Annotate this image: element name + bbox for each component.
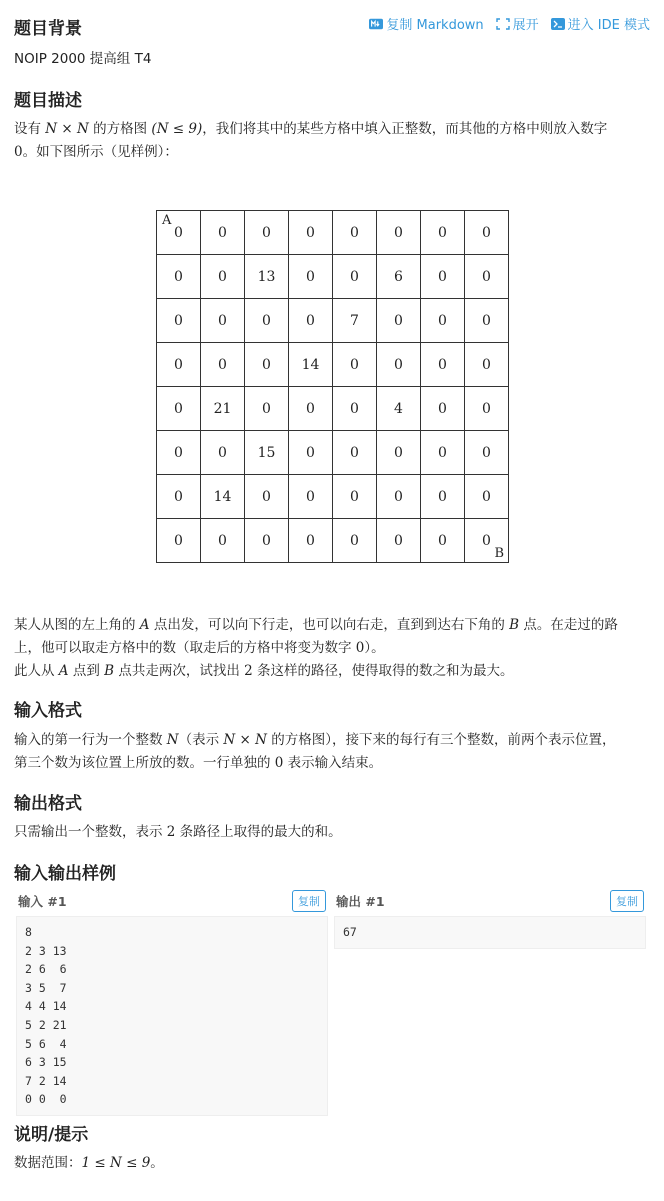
grid-cell-value: 0 [394, 356, 403, 373]
grid-row [157, 255, 509, 299]
text-span: 某人从图的左上角的 [14, 617, 140, 633]
grid-cell [333, 343, 377, 387]
grid-cell-value: 0 [174, 312, 183, 329]
grid-row [157, 431, 509, 475]
text-span: 。 [150, 1155, 164, 1171]
grid-cell-value: 0 [306, 532, 315, 549]
grid-cell-value: 0 [174, 268, 183, 285]
grid-cell-value: 0 [482, 356, 491, 373]
text-span: 。如下图所示（见样例）： [22, 144, 178, 160]
grid-cell-value: 6 [394, 268, 403, 285]
grid-cell-value: 0 [218, 444, 227, 461]
grid-cell-value: 13 [257, 268, 276, 285]
grid-cell [377, 519, 421, 563]
expand-label: 展开 [512, 18, 539, 33]
grid-cell-value: 0 [394, 444, 403, 461]
math-range: 1 ≤ N ≤ 9 [81, 1155, 151, 1171]
grid-cell [377, 475, 421, 519]
grid-cell [157, 431, 201, 475]
grid-cell [333, 211, 377, 255]
text-span: 上，他可以取走方格中的数（取走后的方格中将变为数字 [14, 640, 356, 656]
grid-row [157, 387, 509, 431]
grid-cell-value: 0 [438, 312, 447, 329]
sample-input-box [16, 890, 328, 1116]
math-a: A [58, 663, 69, 679]
math-zero: 0 [14, 144, 23, 160]
grid-row [157, 343, 509, 387]
math-b: B [104, 663, 115, 679]
grid-cell-value: 0 [394, 532, 403, 549]
grid-cell-value: 0 [438, 356, 447, 373]
grid-cell [421, 431, 465, 475]
grid-cell-value: 0 [438, 224, 447, 241]
grid-cell [465, 343, 509, 387]
grid-cell-value: 0 [306, 312, 315, 329]
grid-cell-value: 14 [213, 488, 232, 505]
math-a: A [139, 617, 150, 633]
sample-input-code: 8 2 3 13 2 6 6 3 5 7 4 4 14 5 2 21 5 6 4 6 3 15 7 2 14 0 0 0 [16, 916, 328, 1116]
expand-button[interactable] [496, 14, 539, 33]
grid-cell [245, 475, 289, 519]
copy-input-button[interactable]: 复制 [292, 890, 326, 912]
grid-cell [377, 299, 421, 343]
grid-cell-value: 0 [262, 488, 271, 505]
grid-cell-value: 0 [306, 488, 315, 505]
grid-cell [289, 299, 333, 343]
sample-output-code: 67 [334, 916, 646, 949]
grid-cell-value: 0 [218, 356, 227, 373]
sample-output-box [334, 890, 646, 949]
grid-cell [201, 255, 245, 299]
terminal-icon [551, 18, 565, 30]
background-text: NOIP 2000 提高组 T4 [14, 51, 152, 67]
text-span: 此人从 [14, 663, 59, 679]
grid-cell [333, 387, 377, 431]
grid-cell-value: 21 [213, 400, 232, 417]
text-span: ）。 [364, 640, 385, 656]
text-span: 条路径上取得的最大的和。 [175, 824, 342, 840]
grid-cell [245, 211, 289, 255]
grid-row [157, 519, 509, 563]
grid-cell [377, 211, 421, 255]
grid-cell [465, 255, 509, 299]
grid-cell-value: 0 [482, 224, 491, 241]
grid-cell [289, 387, 333, 431]
grid-row [157, 475, 509, 519]
grid-cell [245, 431, 289, 475]
math-n: N [166, 732, 179, 748]
math-two: 2 [244, 663, 253, 679]
description-heading: 题目描述 [14, 91, 82, 111]
corner-b-label: B [494, 546, 504, 561]
grid-cell [157, 299, 201, 343]
description-paragraph [14, 118, 650, 164]
grid-cell [421, 299, 465, 343]
grid-cell [421, 475, 465, 519]
grid-cell-value: 0 [482, 444, 491, 461]
grid-cell-value: 0 [218, 312, 227, 329]
grid-cell [201, 387, 245, 431]
grid-cell [289, 431, 333, 475]
grid-cell [201, 519, 245, 563]
grid-cell [201, 343, 245, 387]
output-format-text [14, 821, 650, 844]
math-n-le-9: (N ≤ 9) [151, 121, 203, 137]
hint-text [14, 1152, 650, 1175]
corner-a-label: A [162, 213, 172, 228]
samples-heading: 输入输出样例 [14, 864, 116, 884]
grid-cell-value: 0 [350, 532, 359, 549]
grid-cell-value: 0 [262, 532, 271, 549]
ide-mode-button[interactable] [551, 14, 650, 33]
grid-cell [377, 431, 421, 475]
math-zero: 0 [355, 640, 365, 656]
grid-row [157, 211, 509, 255]
expand-icon [496, 18, 510, 30]
grid-cell [245, 519, 289, 563]
sample-output-label: 输出 #1 [336, 894, 385, 909]
grid-cell-value: 0 [262, 224, 271, 241]
grid-cell [421, 519, 465, 563]
text-span: 设有 [14, 121, 46, 137]
grid-cell-value: 0 [438, 488, 447, 505]
grid-cell [157, 255, 201, 299]
grid-cell-value: 14 [301, 356, 320, 373]
grid-cell-value: 0 [218, 268, 227, 285]
text-span: 点出发，可以向下行走，也可以向右走，直到到达右下角的 [149, 617, 510, 633]
ide-mode-label: 进入 IDE 模式 [567, 18, 650, 33]
grid-cell-value: 0 [350, 356, 359, 373]
grid-cell-value: 0 [174, 400, 183, 417]
grid-cell [157, 475, 201, 519]
grid-cell-value: 4 [394, 400, 403, 417]
grid-cell [333, 431, 377, 475]
grid-cell [333, 255, 377, 299]
math-nxn: N × N [223, 732, 267, 748]
grid-cell [245, 255, 289, 299]
copy-markdown-label: 复制 Markdown [386, 18, 484, 33]
grid-cell-value: 0 [174, 224, 183, 241]
grid-cell-value: 0 [438, 444, 447, 461]
grid-cell-value: 0 [482, 532, 491, 549]
sample-input-label: 输入 #1 [18, 894, 67, 909]
text-span: 只需输出一个整数，表示 [14, 824, 167, 840]
grid-cell [289, 475, 333, 519]
grid-cell [245, 387, 289, 431]
grid-cell-value: 15 [257, 444, 276, 461]
grid-cell [157, 387, 201, 431]
grid-cell-value: 0 [174, 444, 183, 461]
grid-cell [465, 519, 509, 563]
math-zero: 0 [274, 755, 284, 771]
grid-cell [201, 299, 245, 343]
text-span: 表示输入结束。 [283, 755, 383, 771]
grid-cell-value: 7 [350, 312, 359, 329]
grid-cell [465, 431, 509, 475]
math-nxn: N × N [45, 121, 89, 137]
grid-cell-value: 0 [350, 444, 359, 461]
grid-cell-value: 0 [306, 268, 315, 285]
output-format-heading: 输出格式 [14, 794, 82, 814]
grid-cell-value: 0 [306, 444, 315, 461]
grid-cell-value: 0 [350, 488, 359, 505]
text-span: 的方格图 [88, 121, 152, 137]
grid-cell-value: 0 [394, 312, 403, 329]
background-heading: 题目背景 [14, 19, 82, 39]
grid-cell-value: 0 [262, 312, 271, 329]
grid-cell-value: 0 [306, 224, 315, 241]
problem-toolbar [369, 14, 650, 33]
grid-cell [421, 387, 465, 431]
hint-heading: 说明/提示 [14, 1125, 89, 1145]
text-span: 点共走两次，试找出 [114, 663, 245, 679]
markdown-icon [369, 18, 383, 30]
grid-cell [377, 343, 421, 387]
grid-cell [157, 519, 201, 563]
text-span: 条这样的路径，使得取得的数之和为最大。 [252, 663, 514, 679]
movement-paragraph [14, 614, 650, 683]
grid-row [157, 299, 509, 343]
sample-output-header [334, 890, 646, 912]
text-span: 点到 [68, 663, 105, 679]
copy-output-button[interactable]: 复制 [610, 890, 644, 912]
grid-cell [377, 387, 421, 431]
grid-cell [289, 255, 333, 299]
grid-cell-value: 0 [218, 532, 227, 549]
grid-cell-value: 0 [262, 400, 271, 417]
copy-markdown-button[interactable] [369, 14, 483, 33]
grid-cell-value: 0 [218, 224, 227, 241]
grid-cell [465, 387, 509, 431]
sample-input-header [16, 890, 328, 912]
grid-cell-value: 0 [174, 532, 183, 549]
grid-cell [289, 519, 333, 563]
grid-cell [421, 255, 465, 299]
grid-cell-value: 0 [482, 312, 491, 329]
grid-cell-value: 0 [174, 356, 183, 373]
grid-cell [333, 299, 377, 343]
math-two: 2 [166, 824, 176, 840]
grid-cell [201, 211, 245, 255]
grid-cell-value: 0 [174, 488, 183, 505]
text-span: （表示 [178, 732, 224, 748]
grid-figure [156, 210, 509, 563]
grid-cell [289, 343, 333, 387]
grid-cell-value: 0 [350, 224, 359, 241]
grid-cell [465, 299, 509, 343]
grid-cell [421, 211, 465, 255]
grid-cell-value: 0 [482, 268, 491, 285]
grid-cell-value: 0 [350, 400, 359, 417]
text-span: 的方格图），接下来的每行有三个整数，前两个表示位置， [266, 732, 616, 748]
input-format-text [14, 729, 650, 775]
text-span: 第三个数为该位置上所放的数。一行单独的 [14, 755, 275, 771]
grid-cell-value: 0 [438, 400, 447, 417]
grid-cell-value: 0 [438, 532, 447, 549]
math-b: B [509, 617, 520, 633]
grid-cell-value: 0 [482, 488, 491, 505]
input-format-heading: 输入格式 [14, 701, 82, 721]
grid-cell [465, 211, 509, 255]
grid-cell-value: 0 [350, 268, 359, 285]
text-span: 点。在走过的路 [519, 617, 618, 633]
grid-cell [201, 475, 245, 519]
grid-cell [465, 475, 509, 519]
grid-cell [245, 343, 289, 387]
grid-cell-value: 0 [482, 400, 491, 417]
grid-cell [157, 343, 201, 387]
grid-cell [333, 475, 377, 519]
grid-cell-value: 0 [438, 268, 447, 285]
text-span: ，我们将其中的某些方格中填入正整数，而其他的方格中则放入数字 [202, 121, 608, 137]
grid-cell [289, 211, 333, 255]
grid-cell-value: 0 [306, 400, 315, 417]
grid-cell [201, 431, 245, 475]
grid-cell [421, 343, 465, 387]
grid-cell [157, 211, 201, 255]
grid-cell-value: 0 [394, 224, 403, 241]
grid-cell [245, 299, 289, 343]
text-span: 输入的第一行为一个整数 [14, 732, 167, 748]
grid-cell [377, 255, 421, 299]
text-span: 数据范围： [14, 1155, 82, 1171]
grid-cell-value: 0 [262, 356, 271, 373]
grid-cell [333, 519, 377, 563]
grid-cell-value: 0 [394, 488, 403, 505]
